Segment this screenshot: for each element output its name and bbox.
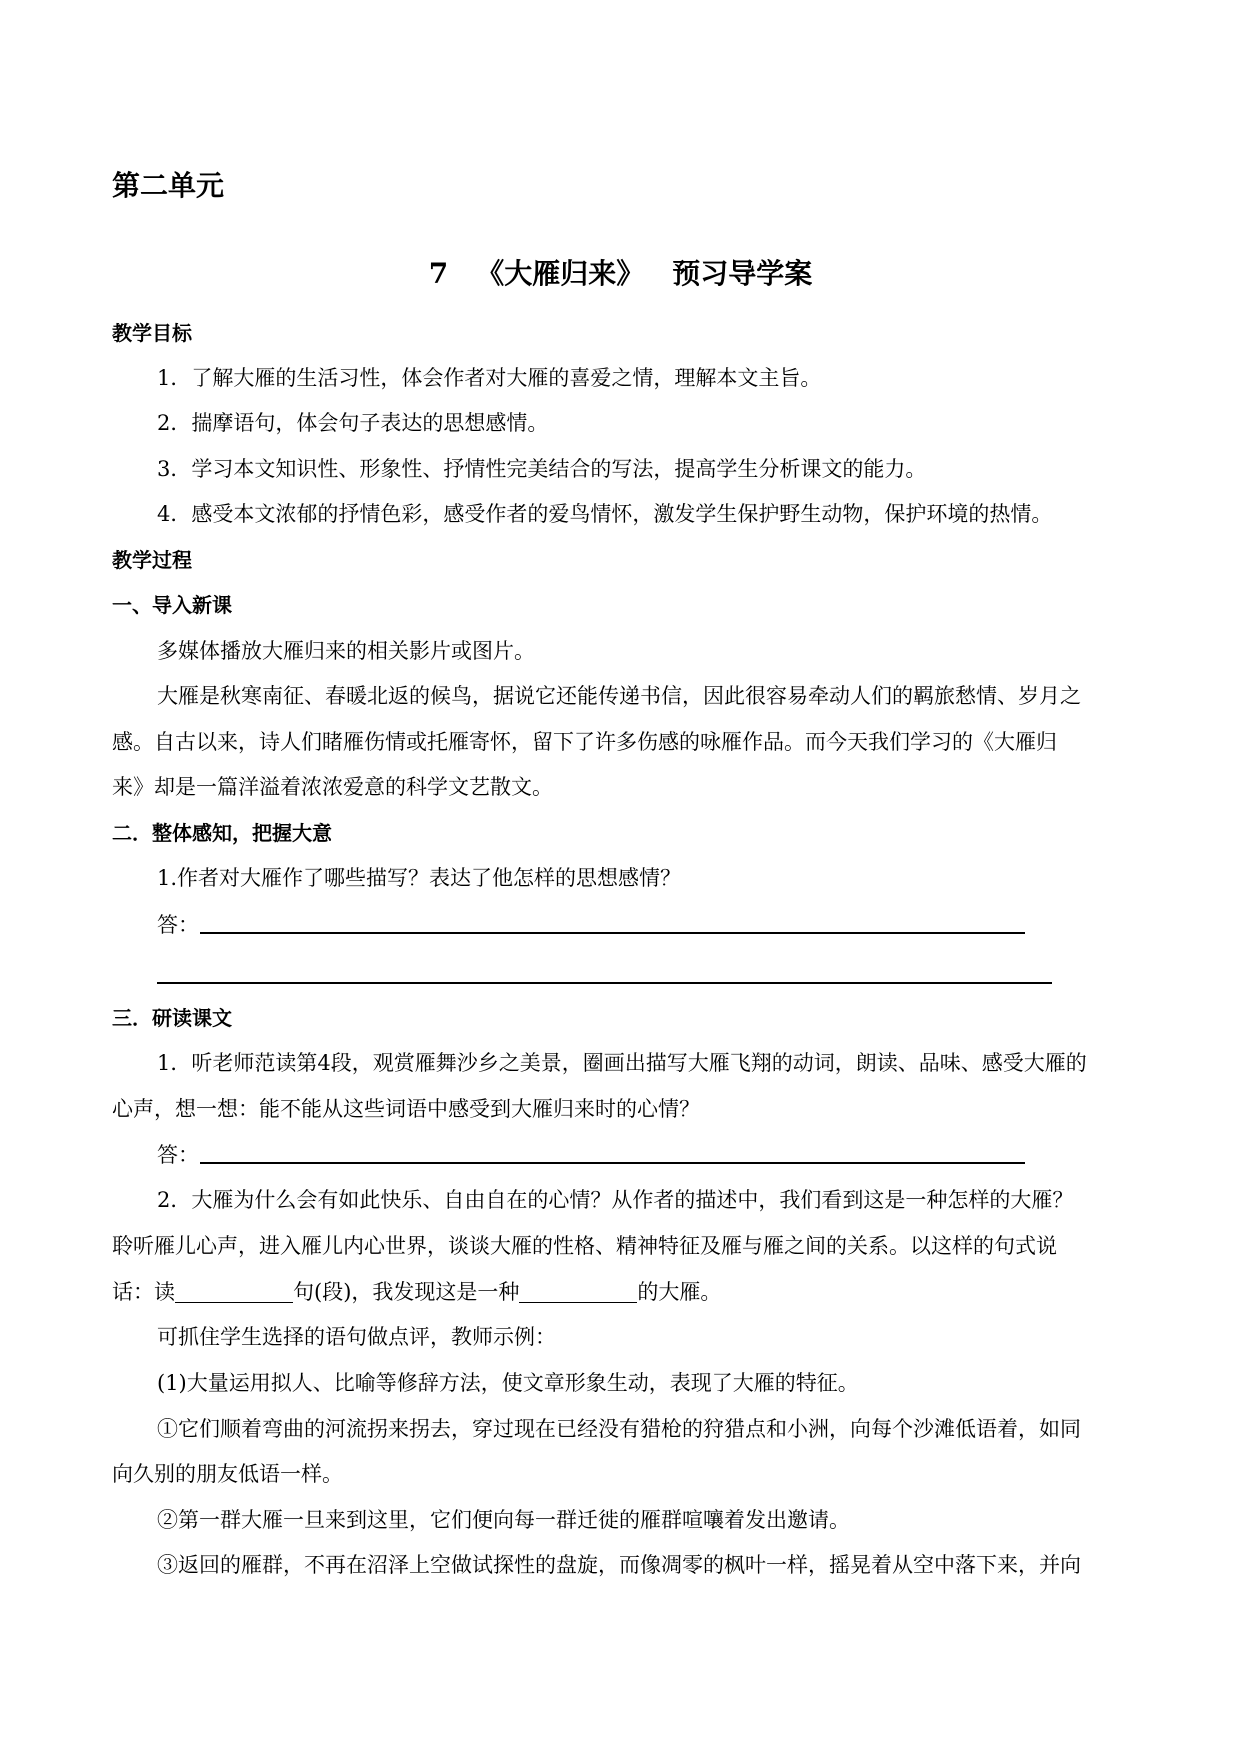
example-line: ③返回的雁群，不再在沼泽上空做试探性的盘旋，而像凋零的枫叶一样，摇晃着从空中落下来，并向 <box>157 1553 1081 1577</box>
paragraph-line: 感。自古以来，诗人们睹雁伤情或托雁寄怀，留下了许多伤感的咏雁作品。而今天我们学习的《大雁归 <box>112 730 1057 754</box>
question-line: 聆听雁儿心声，进入雁儿内心世界，谈谈大雁的性格、精神特征及雁与雁之间的关系。以这样的句式说 <box>112 1234 1057 1258</box>
fill-text: 的大雁。 <box>637 1280 722 1304</box>
goal-item: 3．学习本文知识性、形象性、抒情性完美结合的写法，提高学生分析课文的能力。 <box>157 457 927 481</box>
answer-line[interactable] <box>157 982 1052 984</box>
fill-blank[interactable] <box>175 1280 293 1303</box>
question: 1.作者对大雁作了哪些描写？表达了他怎样的思想感情？ <box>157 866 682 890</box>
section3-heading: 三．研读课文 <box>112 1006 232 1030</box>
question-line: 1．听老师范读第4段，观赏雁舞沙乡之美景，圈画出描写大雁飞翔的动词，朗读、品味、感受大雁的 <box>157 1051 1087 1075</box>
question-line: 2．大雁为什么会有如此快乐、自由自在的心情？从作者的描述中，我们看到这是一种怎样的大雁？ <box>157 1188 1074 1212</box>
teacher-note: 可抓住学生选择的语句做点评，教师示例： <box>157 1325 556 1349</box>
fill-sentence <box>112 1277 721 1307</box>
paragraph: 多媒体播放大雁归来的相关影片或图片。 <box>157 639 535 663</box>
answer-label: 答： <box>157 913 199 937</box>
answer-label: 答： <box>157 1143 199 1167</box>
paragraph-line: 来》却是一篇洋溢着浓浓爱意的科学文艺散文。 <box>112 775 553 799</box>
lesson-type: 预习导学案 <box>672 257 813 290</box>
goal-item: 1．了解大雁的生活习性，体会作者对大雁的喜爱之情，理解本文主旨。 <box>157 366 822 390</box>
goal-item: 4．感受本文浓郁的抒情色彩，感受作者的爱鸟情怀，激发学生保护野生动物，保护环境的热情。 <box>157 502 1053 526</box>
section1-heading: 一、导入新课 <box>112 593 232 617</box>
section2-heading: 二．整体感知，把握大意 <box>112 821 332 845</box>
process-heading: 教学过程 <box>112 548 192 572</box>
fill-text: 句(段)，我发现这是一种 <box>293 1280 520 1304</box>
example-line: 向久别的朋友低语一样。 <box>112 1462 343 1486</box>
answer-line[interactable] <box>200 932 1025 934</box>
answer-line[interactable] <box>200 1162 1025 1164</box>
question-line: 心声，想一想：能不能从这些词语中感受到大雁归来时的心情？ <box>112 1097 700 1121</box>
lesson-number: 7 <box>428 257 449 290</box>
point: (1)大量运用拟人、比喻等修辞方法，使文章形象生动，表现了大雁的特征。 <box>157 1371 859 1395</box>
lesson-name: 《大雁归来》 <box>476 257 645 290</box>
fill-blank[interactable] <box>519 1280 637 1303</box>
paragraph-line: 大雁是秋寒南征、春暖北返的候鸟，据说它还能传递书信，因此很容易牵动人们的羁旅愁情、岁月之 <box>157 684 1081 708</box>
goals-heading: 教学目标 <box>112 321 192 345</box>
example: ②第一群大雁一旦来到这里，它们便向每一群迁徙的雁群喧嚷着发出邀请。 <box>157 1508 850 1532</box>
unit-title: 第二单元 <box>112 169 225 202</box>
goal-item: 2．揣摩语句，体会句子表达的思想感情。 <box>157 411 549 435</box>
lesson-title <box>0 254 1241 294</box>
example-line: ①它们顺着弯曲的河流拐来拐去，穿过现在已经没有猎枪的狩猎点和小洲，向每个沙滩低语着，如同 <box>157 1417 1081 1441</box>
fill-text: 话：读 <box>112 1280 175 1304</box>
